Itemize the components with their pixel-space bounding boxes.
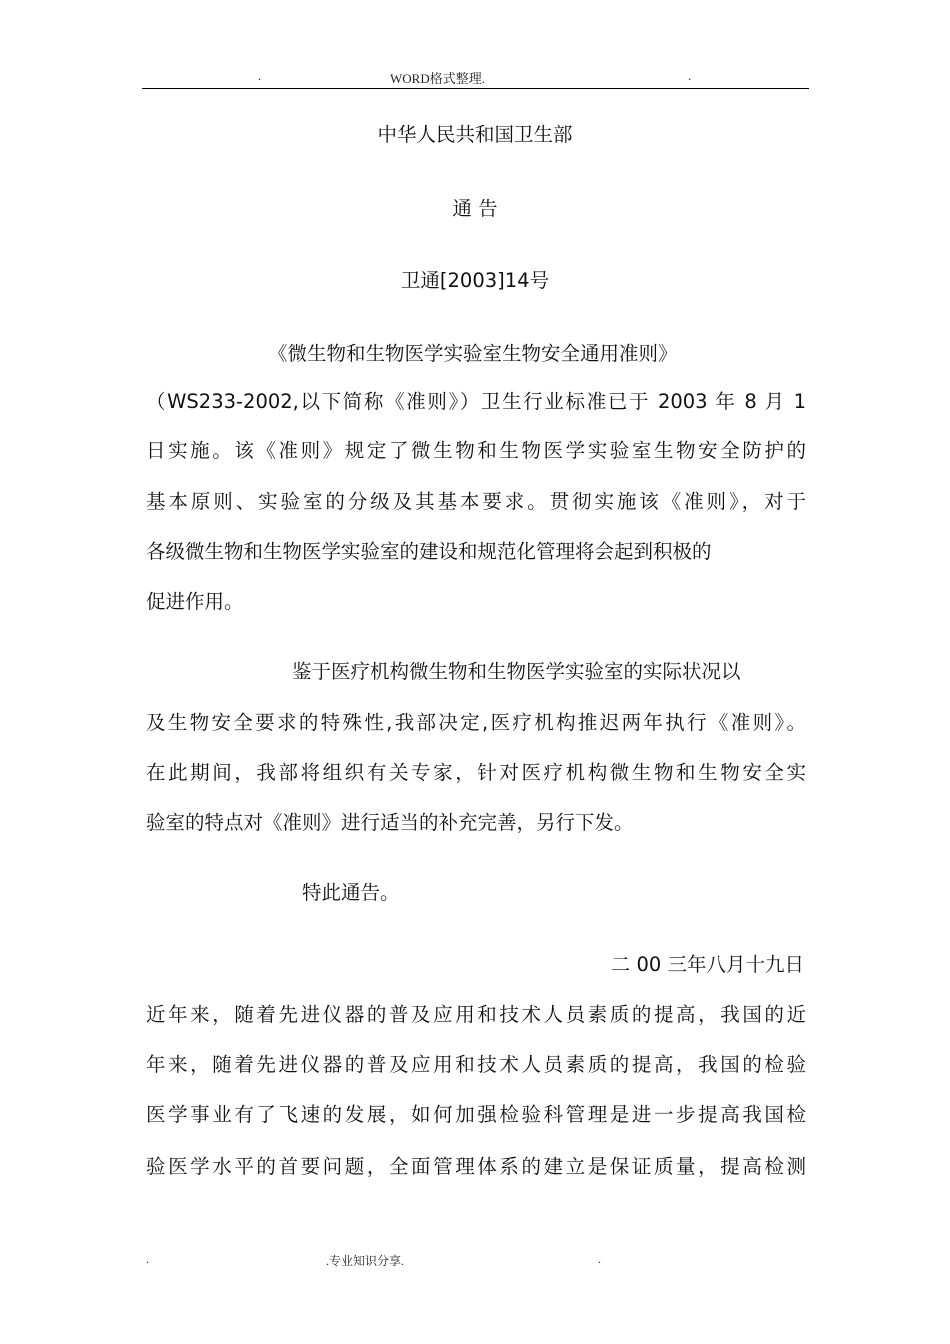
- header-left-mark: .: [258, 68, 262, 83]
- paragraph2-line: 及生物安全要求的特殊性,我部决定,医疗机构推迟两年执行《准则》。: [146, 711, 806, 734]
- issuing-organization: 中华人民共和国卫生部: [377, 123, 573, 146]
- footer-right-mark: .: [598, 1252, 601, 1266]
- footer-left-mark: .: [146, 1252, 149, 1266]
- page-header: [0, 68, 950, 88]
- footer-text: .专业知识分享.: [326, 1254, 405, 1268]
- paragraph2-line: 在此期间，我部将组织有关专家，针对医疗机构微生物和生物安全实: [146, 761, 806, 784]
- notice-title: 通 告: [452, 197, 498, 220]
- document-number: 卫通[2003]14号: [400, 269, 550, 292]
- paragraph1-line: （WS233-2002,以下简称《准则》）卫生行业标准已于 2003 年 8 月 1: [146, 390, 806, 413]
- paragraph3-line: 年来，随着先进仪器的普及应用和技术人员素质的提高，我国的检验: [146, 1053, 806, 1076]
- page-footer: [0, 1252, 950, 1270]
- paragraph1-line: 日实施。该《准则》规定了微生物和生物医学实验室生物安全防护的: [146, 439, 806, 462]
- paragraph2-line: 验室的特点对《准则》进行适当的补充完善，另行下发。: [146, 811, 634, 834]
- header-right-mark: .: [688, 68, 692, 83]
- paragraph3-line: 医学事业有了飞速的发展，如何加强检验科管理是进一步提高我国检: [146, 1103, 806, 1126]
- notice-date: 二 00 三年八月十九日: [610, 953, 804, 976]
- paragraph3-line: 验医学水平的首要问题，全面管理体系的建立是保证质量，提高检测: [146, 1155, 806, 1178]
- paragraph1-line: 促进作用。: [146, 590, 244, 613]
- paragraph1-line: 基本原则、实验室的分级及其基本要求。贯彻实施该《准则》，对于: [146, 490, 806, 513]
- closing-line: 特此通告。: [302, 881, 400, 904]
- paragraph1-line: 各级微生物和生物医学实验室的建设和规范化管理将会起到积极的: [146, 540, 712, 563]
- paragraph2-line: 鉴于医疗机构微生物和生物医学实验室的实际状况以: [292, 660, 741, 683]
- header-rule: [142, 88, 809, 89]
- paragraph3-line: 近年来，随着先进仪器的普及应用和技术人员素质的提高，我国的近: [146, 1003, 806, 1026]
- header-title: WORD格式整理.: [390, 71, 485, 86]
- paragraph1-line: 《微生物和生物医学实验室生物安全通用准则》: [268, 342, 678, 365]
